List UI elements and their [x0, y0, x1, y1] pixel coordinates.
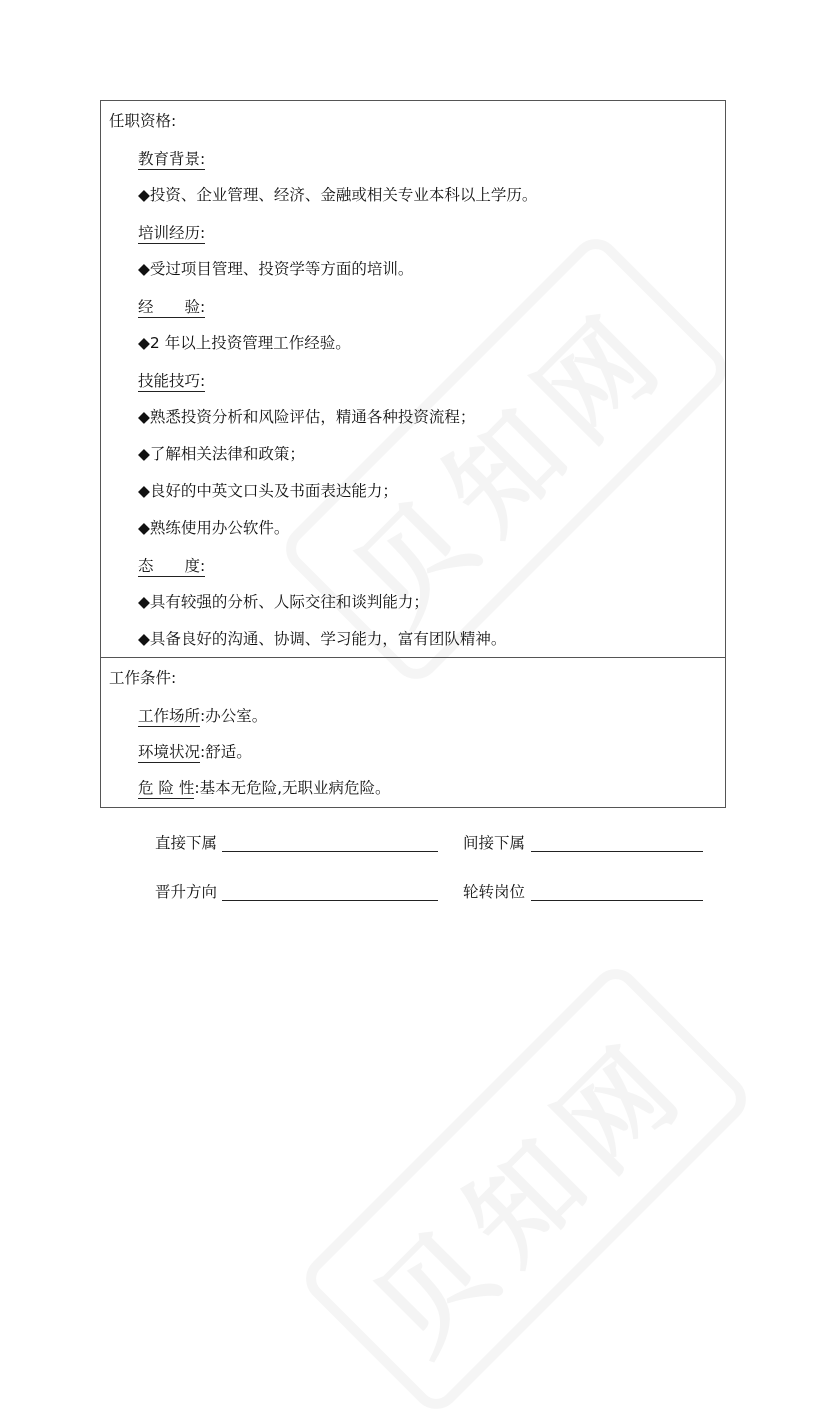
attitude-item: ◆具有较强的分析、人际交往和谈判能力； [138, 593, 429, 611]
training-item: ◆受过项目管理、投资学等方面的培训。 [138, 260, 414, 278]
danger-value: :基本无危险,无职业病危险。 [194, 779, 391, 797]
indirect-subordinate-blank[interactable] [531, 851, 703, 852]
environment-row [138, 742, 252, 762]
experience-label: 经 验: [138, 298, 206, 316]
rotation-blank[interactable] [531, 900, 703, 901]
job-requirements-table [100, 100, 726, 808]
skills-item: ◆良好的中英文口头及书面表达能力； [138, 482, 398, 500]
attitude-item: ◆具备良好的沟通、协调、学习能力，富有团队精神。 [138, 630, 507, 648]
skills-item: ◆了解相关法律和政策； [138, 445, 305, 463]
attitude-label: 态 度: [138, 557, 206, 575]
skills-label: 技能技巧: [138, 372, 206, 390]
training-label: 培训经历: [138, 224, 206, 242]
experience-item: ◆2 年以上投资管理工作经验。 [138, 334, 351, 352]
work-conditions-section [101, 658, 725, 808]
education-label: 教育背景: [138, 150, 206, 168]
indirect-subordinate-label: 间接下属 [463, 834, 526, 852]
qualifications-section [101, 101, 725, 658]
qualifications-heading: 任职资格: [109, 112, 177, 130]
rotation-label: 轮转岗位 [463, 883, 526, 901]
danger-label: 危 险 性 [138, 779, 195, 797]
direct-subordinate-label: 直接下属 [155, 834, 218, 852]
education-item: ◆投资、企业管理、经济、金融或相关专业本科以上学历。 [138, 186, 538, 204]
conditions-heading: 工作条件: [109, 669, 177, 687]
promotion-label: 晋升方向 [155, 883, 218, 901]
danger-row [138, 778, 391, 798]
environment-value: :舒适。 [200, 743, 252, 761]
skills-item: ◆熟练使用办公软件。 [138, 519, 290, 537]
skills-item: ◆熟悉投资分析和风险评估，精通各种投资流程； [138, 408, 476, 426]
direct-subordinate-blank[interactable] [222, 851, 438, 852]
environment-label: 环境状况 [138, 743, 201, 761]
work-place-label: 工作场所 [138, 707, 201, 725]
work-place-row [138, 706, 267, 726]
watermark-bottom [296, 959, 756, 1419]
work-place-value: :办公室。 [200, 707, 268, 725]
promotion-blank[interactable] [222, 900, 438, 901]
